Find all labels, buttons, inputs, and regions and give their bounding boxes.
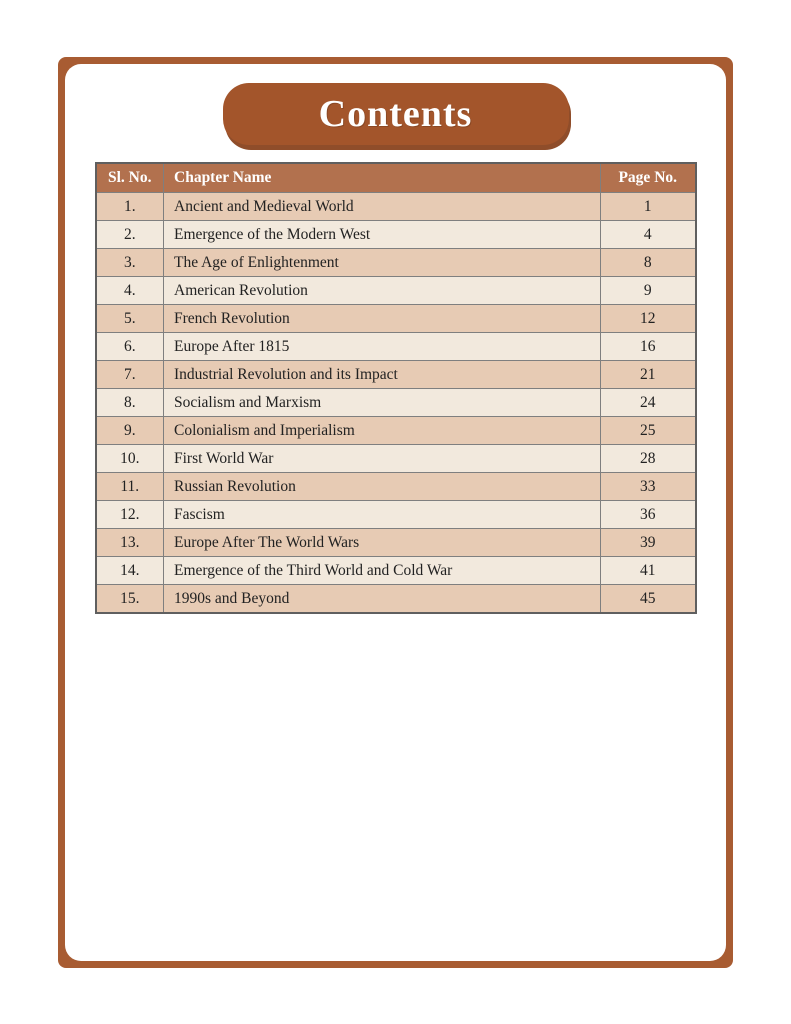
cell-page-no: 21 [601, 361, 696, 389]
cell-page-no: 33 [601, 473, 696, 501]
table-row [96, 501, 696, 529]
cell-page-no: 12 [601, 305, 696, 333]
cell-sl-no: 6. [96, 333, 164, 361]
cell-sl-no: 2. [96, 221, 164, 249]
page-frame [58, 57, 733, 968]
cell-sl-no: 15. [96, 585, 164, 614]
cell-sl-no: 9. [96, 417, 164, 445]
cell-chapter-name: First World War [164, 445, 601, 473]
table-row [96, 361, 696, 389]
table-row [96, 585, 696, 614]
cell-sl-no: 4. [96, 277, 164, 305]
cell-sl-no: 8. [96, 389, 164, 417]
cell-chapter-name: Emergence of the Third World and Cold War [164, 557, 601, 585]
table-row [96, 305, 696, 333]
cell-chapter-name: Fascism [164, 501, 601, 529]
cell-chapter-name: Colonialism and Imperialism [164, 417, 601, 445]
cell-page-no: 25 [601, 417, 696, 445]
cell-sl-no: 14. [96, 557, 164, 585]
cell-page-no: 9 [601, 277, 696, 305]
cell-sl-no: 7. [96, 361, 164, 389]
cell-chapter-name: 1990s and Beyond [164, 585, 601, 614]
cell-chapter-name: The Age of Enlightenment [164, 249, 601, 277]
cell-chapter-name: Ancient and Medieval World [164, 193, 601, 221]
cell-page-no: 8 [601, 249, 696, 277]
table-row [96, 473, 696, 501]
table-row [96, 193, 696, 221]
cell-sl-no: 1. [96, 193, 164, 221]
page-body [65, 64, 726, 961]
table-header-row [96, 163, 696, 193]
cell-sl-no: 11. [96, 473, 164, 501]
cell-page-no: 16 [601, 333, 696, 361]
cell-page-no: 28 [601, 445, 696, 473]
cell-chapter-name: Socialism and Marxism [164, 389, 601, 417]
cell-chapter-name: Europe After 1815 [164, 333, 601, 361]
cell-sl-no: 5. [96, 305, 164, 333]
cell-chapter-name: Europe After The World Wars [164, 529, 601, 557]
cell-page-no: 36 [601, 501, 696, 529]
cell-chapter-name: French Revolution [164, 305, 601, 333]
table-row [96, 529, 696, 557]
cell-chapter-name: American Revolution [164, 277, 601, 305]
cell-page-no: 45 [601, 585, 696, 614]
contents-banner [223, 83, 569, 145]
table-row [96, 221, 696, 249]
table-row [96, 417, 696, 445]
cell-chapter-name: Emergence of the Modern West [164, 221, 601, 249]
toc-table [95, 162, 697, 614]
table-row [96, 445, 696, 473]
cell-page-no: 4 [601, 221, 696, 249]
cell-page-no: 39 [601, 529, 696, 557]
table-row [96, 277, 696, 305]
cell-sl-no: 3. [96, 249, 164, 277]
page-title: Contents [318, 93, 473, 135]
table-row [96, 389, 696, 417]
cell-sl-no: 13. [96, 529, 164, 557]
cell-sl-no: 10. [96, 445, 164, 473]
table-row [96, 249, 696, 277]
cell-chapter-name: Industrial Revolution and its Impact [164, 361, 601, 389]
cell-chapter-name: Russian Revolution [164, 473, 601, 501]
table-row [96, 557, 696, 585]
cell-sl-no: 12. [96, 501, 164, 529]
col-header-chapter-name: Chapter Name [164, 163, 601, 193]
col-header-page-no: Page No. [601, 163, 696, 193]
cell-page-no: 41 [601, 557, 696, 585]
cell-page-no: 24 [601, 389, 696, 417]
col-header-sl-no: Sl. No. [96, 163, 164, 193]
cell-page-no: 1 [601, 193, 696, 221]
table-row [96, 333, 696, 361]
